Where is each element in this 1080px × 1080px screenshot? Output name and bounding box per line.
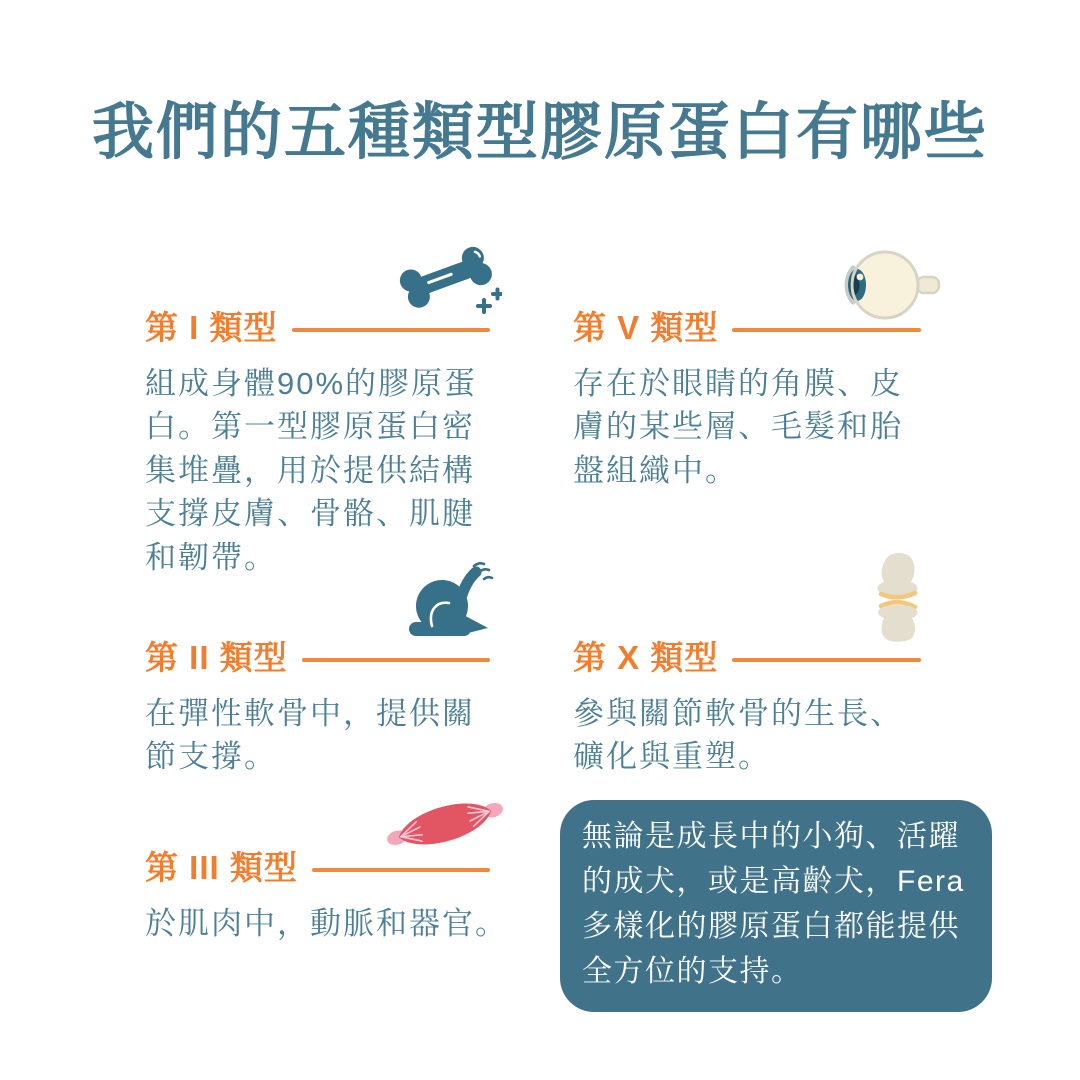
section-type-2-heading: 第 II 類型 (145, 639, 288, 676)
section-type-3-heading: 第 III 類型 (145, 849, 298, 886)
section-type-x-header (573, 636, 921, 680)
section-type-5 (573, 306, 921, 492)
summary-note-text: 無論是成長中的小狗、活躍的成犬，或是高齡犬，Fera多樣化的膠原蛋白都能提供全方位的支持。 (582, 820, 965, 988)
muscle-icon (382, 788, 508, 860)
section-type-3-header (145, 846, 490, 890)
section-type-5-header (573, 306, 921, 350)
section-type-1-heading: 第 I 類型 (145, 309, 278, 346)
heading-rule (312, 868, 490, 872)
heading-rule (302, 658, 490, 662)
section-type-2-body: 在彈性軟骨中，提供關節支撐。 (145, 696, 475, 775)
heading-rule (292, 328, 490, 332)
section-type-1 (145, 306, 490, 579)
section-type-3-body: 於肌肉中，動脈和器官。 (145, 906, 508, 941)
section-type-2-header (145, 636, 490, 680)
section-type-1-body: 組成身體90%的膠原蛋白。第一型膠原蛋白密集堆疊，用於提供結構支撐皮膚、骨骼、肌腱和韌帶。 (145, 366, 478, 575)
section-type-5-body: 存在於眼睛的角膜、皮膚的某些層、毛髮和胎盤組織中。 (573, 366, 903, 488)
joint-icon (869, 550, 927, 642)
page-title: 我們的五種類型膠原蛋白有哪些 (91, 98, 988, 167)
section-type-1-header (145, 306, 490, 350)
section-type-x-body: 參與關節軟骨的生長、礦化與重塑。 (573, 696, 903, 775)
heading-rule (732, 328, 921, 332)
section-type-x (573, 636, 921, 779)
dog-play-bow-icon (404, 560, 496, 640)
summary-note-box (560, 800, 992, 1012)
section-type-3 (145, 846, 508, 945)
heading-rule (732, 658, 921, 662)
section-type-2 (145, 636, 490, 779)
eye-icon (839, 246, 943, 324)
bone-icon (394, 244, 502, 318)
section-type-5-heading: 第 V 類型 (573, 309, 719, 346)
section-type-x-heading: 第 X 類型 (573, 639, 719, 676)
